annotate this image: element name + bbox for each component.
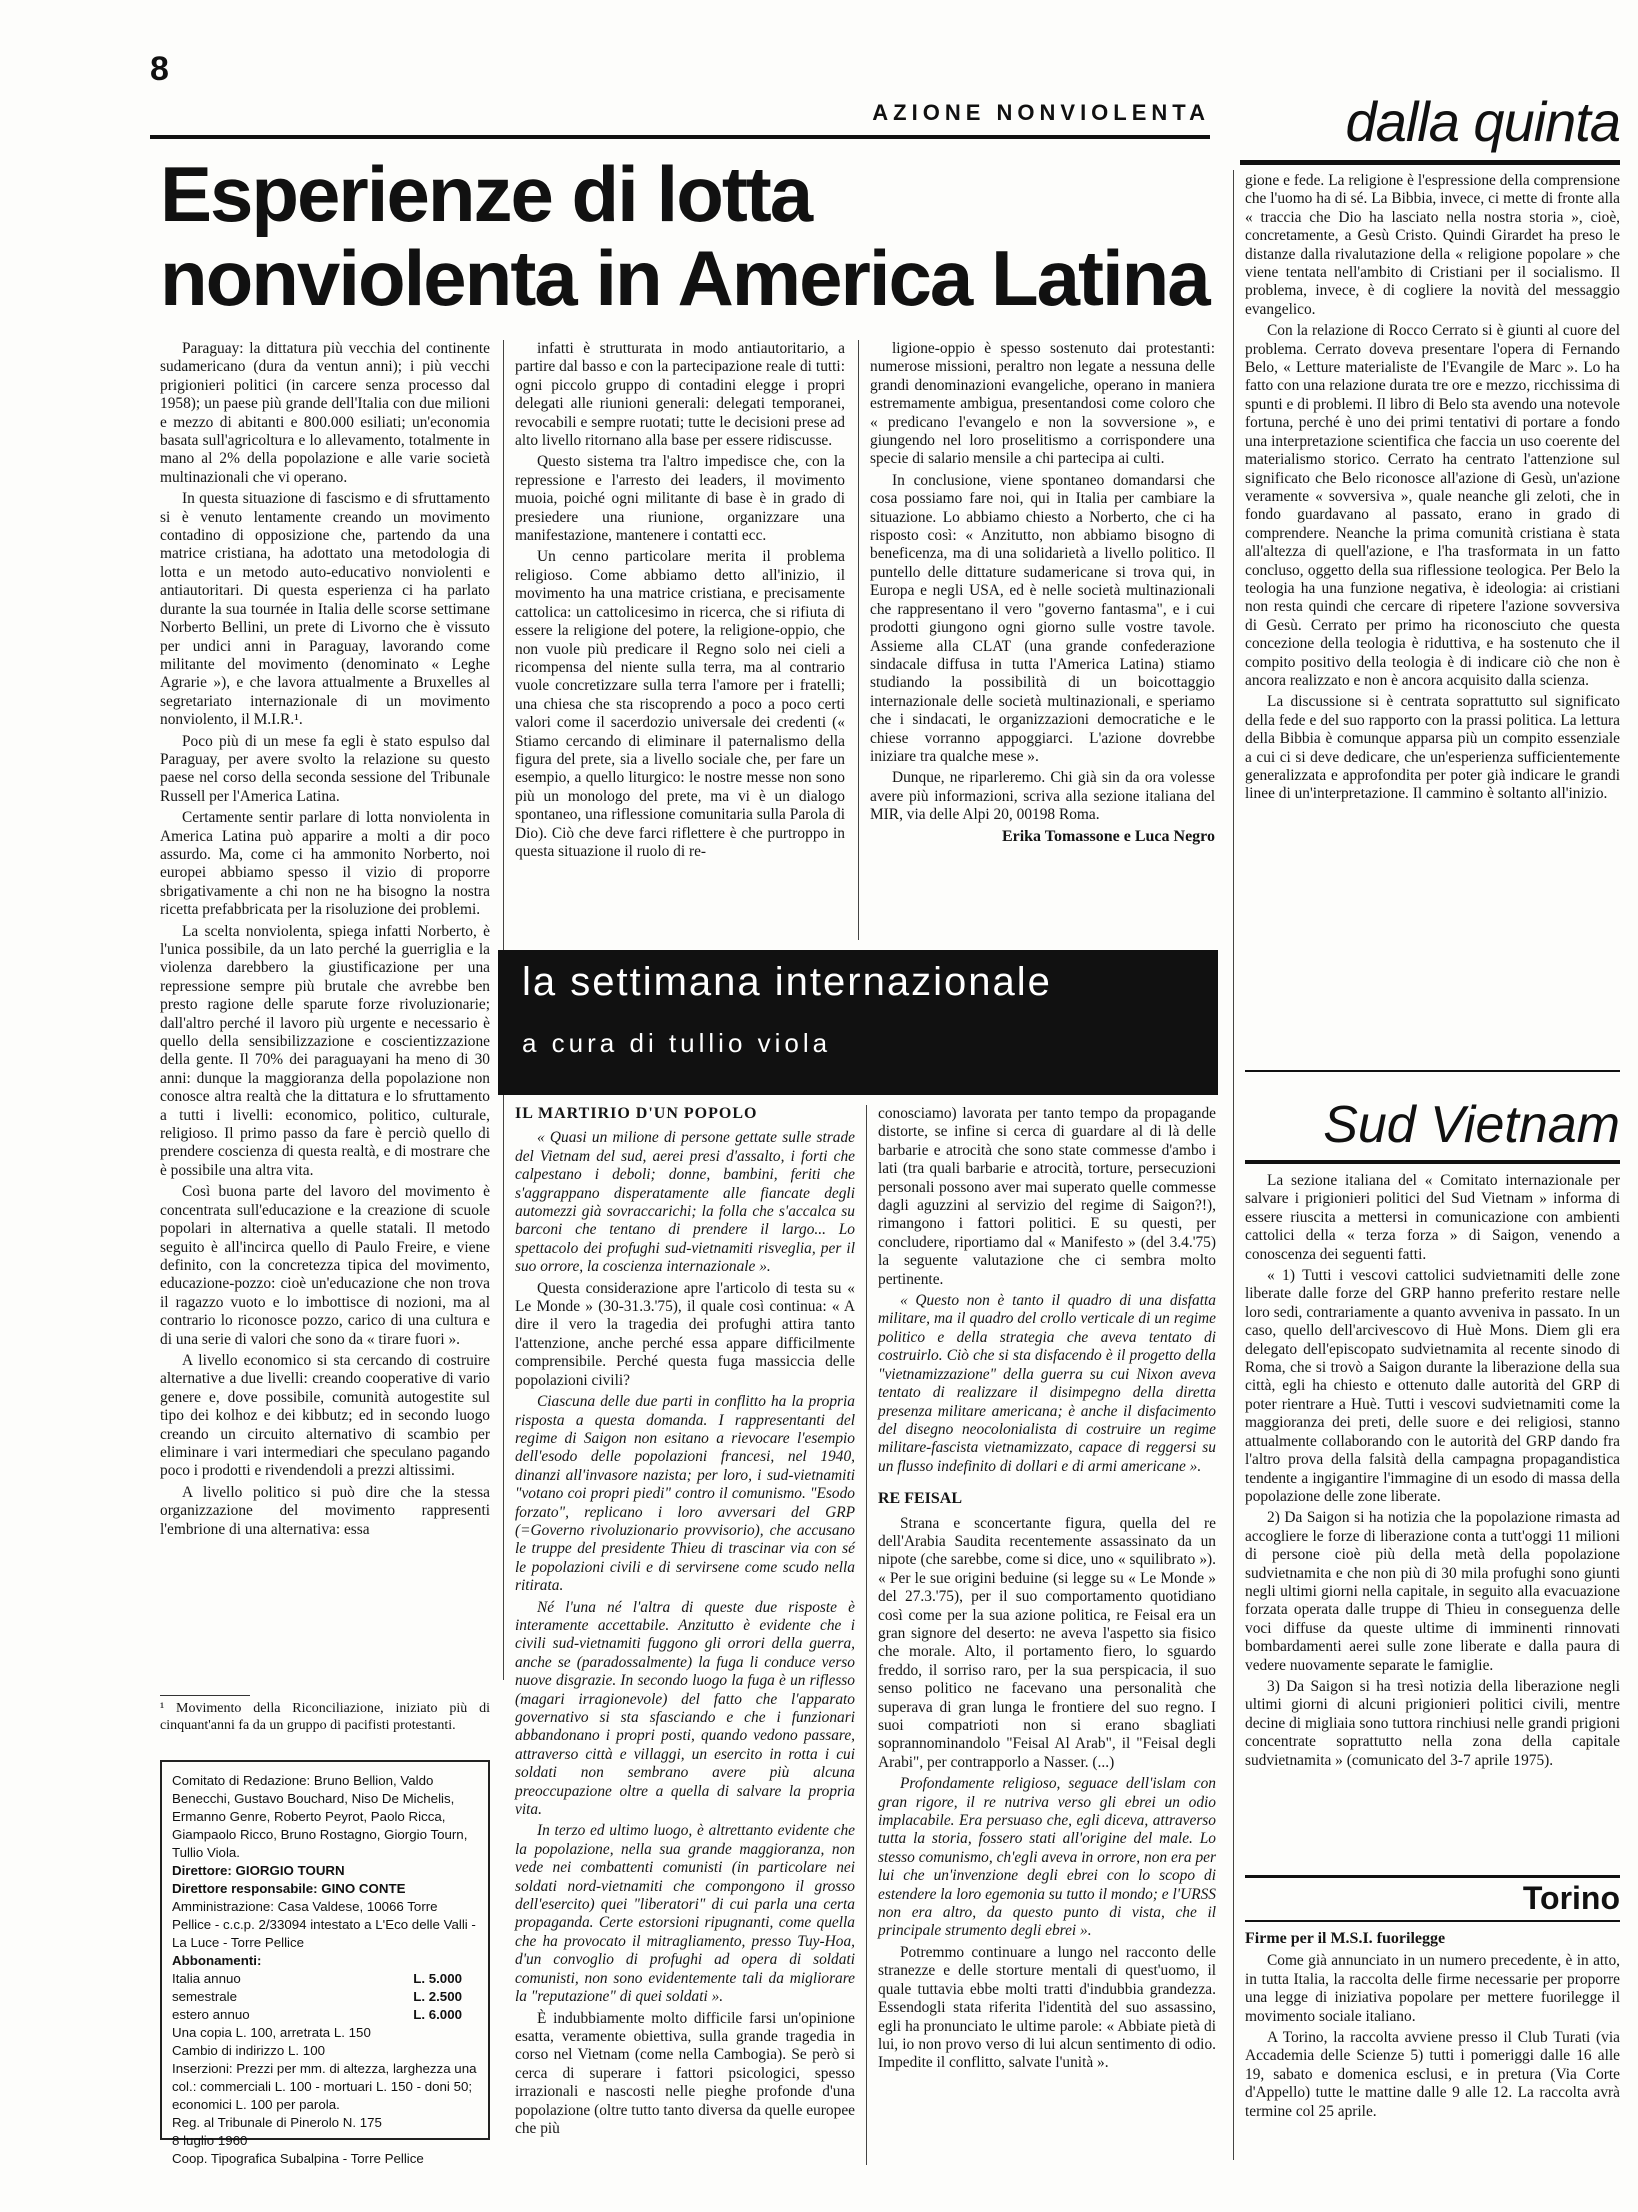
subscription-row [172,2006,478,2024]
banner-subtitle: a cura di tullio viola [522,1028,832,1058]
sud-vietnam-rule [1245,1160,1620,1164]
paragraph: conosciamo) lavorata per tanto tempo da propagande distorte, se infine si cerca di guardare al di là delle barbarie e atrocità che sono state commesse d'ambo i lati (tra quali barbarie e atrocità, torture, persecuzioni personali possono aver mai superato quelle commesse dagli aguzzini al servizio del regime di Saigon?!), rimangono i fattori politici. E su questi, per concludere, riportiamo dal « Manifesto » (del 3.4.'75) la seguente valutazione che ci sembra molto pertinente. [878,1105,1216,1288]
paragraph: Strana e sconcertante figura, quella del re dell'Arabia Saudita recentemente assassinato da un nipote (che sarebbe, come si dice, uno « squilibrato »). « Per le sue origini beduine (si legge su « Le Monde » del 27.3.'75), per il suo comportamento quotidiano così come per la sua azione politica, re Feisal era un gran signore del deserto: ne aveva l'aspetto sia fisico che morale. Alto, il portamento fiero, lo sguardo freddo, il sorriso raro, per la sua perspicacia, il suo senso politico ne facevano una personalità che superava di gran lunga le frontiere del suo regno. I suoi compatrioti non si erano sbagliati soprannominandolo "Feisal Al Arab", il "Feisal degli Arabi", per contrapporlo a Nasser. (...) [878,1514,1216,1771]
subscription-type: semestrale [172,1989,238,2004]
article-signature: Erika Tomassone e Luca Negro [1001,827,1215,845]
paragraph: ligione-oppio è spesso sostenuto dai protestanti: numerose missioni, peraltro non legate a nessuna delle grandi denominazioni evangeliche, operano in maniera estremamente ambigua, presentandosi come coloro che « predicano l'evangelo e non la sovversione », e giungendo nel loro proselitismo a corrispondere una specie di salario mensile a chi partecipa ai culti. [870,340,1215,468]
colophon-data-registrazione: 8 luglio 1960 [172,2133,248,2148]
paragraph: Né l'una né l'altra di queste due risposte è interamente accettabile. Anzitutto è evidente che i civili sud-vietnamiti fuggono gli orrori della guerra, anche se (paradossalmente) la fuga li conduce verso nuove disgrazie. In secondo luogo la fuga è un riflesso (magari irragionevole) del fatto che l'apparato governativo si sta sfasciando e che i funzionari abbandonano i propri posti, quando vedono passare, attraverso città e villaggi, un esercito in rotta i cui soldati non sembrano avere più alcuna preoccupazione oltre a quella di salvare la propria vita. [515,1598,855,1819]
paragraph: La sezione italiana del « Comitato internazionale per salvare i prigionieri politici del Sud Vietnam » informa di essere riuscita a mettersi in comunicazione con ambienti cattolici della « terza forza » di Saigon, venendo a conoscenza dei seguenti fatti. [1245,1172,1620,1263]
colophon-amministrazione: Amministrazione: Casa Valdese, 10066 Torre Pellice - c.c.p. 2/33094 intestato a L'Eco delle Valli - La Luce - Torre Pellice [172,1899,476,1950]
settimana-banner [498,950,1218,1095]
section-title: RE FEISAL [878,1490,963,1508]
paragraph: Dunque, ne riparleremo. Chi già sin da ora volesse avere più informazioni, scriva alla sezione italiana del MIR, via delle Alpi 20, 00198 Roma. [870,769,1215,824]
paragraph: La discussione si è centrata soprattutto sul significato della fede e del suo rapporto con la prassi politica. La lettura della Bibbia è comunque apparsa più un compito essenziale a cui ci si deve dedicare, che un'esperienza sufficientemente generalizzata e approfondita per poter già indicare le grandi linee di un'interpretazione. Il cammino è soltanto all'inizio. [1245,693,1620,803]
paragraph: In conclusione, viene spontaneo domandarsi che cosa possiamo fare noi, qui in Italia per cambiare la situazione. Lo abbiamo chiesto a Norberto, che ci ha risposto così: « Anzitutto, non abbiamo bisogno di beneficenza, ma di una solidarietà a livello politico. Il puntello delle dittature sudamericane si trova qui, in Europa e negli USA, ed è nelle società multinazionali che rappresentano il vero "governo fantasma", e i cui prodotti giungono ogni giorno sulle vostre tavole. Assieme alla CLAT (una grande confederazione sindacale diffusa in tutta l'America Latina) stiamo studiando la possibilità di un boicottaggio internazionale delle società multinazionali, e speriamo che i sindacati, le organizzazioni democratiche e le chiese vorranno appoggiarci. L'azione dovrebbe iniziare tra qualche mese ». [870,471,1215,765]
column-rule [858,340,859,940]
paragraph: La scelta nonviolenta, spiega infatti Norberto, è l'unica possibile, da un lato perché la guerriglia e la violenza darebbero la giustificazione per una repressione sempre più brutale che avrebbe ben presto ragione delle sparute forze rivoluzionarie; dall'altro perché il lavoro più urgente e necessario è quello della sensibilizzazione e coscientizzazione della gente. Il 70% dei paraguayani ha meno di 30 anni: dunque la maggioranza della popolazione non conosce altra realtà che la dittatura e lo sfruttamento a tutti i livelli: economico, politico, culturale, religioso. Il primo passo da fare è perciò quello di prendere coscienza di questa realtà, e di mostrare che è possibile una altra vita. [160,922,490,1179]
subscription-price: L. 5.000 [413,1971,462,1986]
paragraph: Profondamente religioso, seguace dell'islam con gran rigore, il re nutriva verso gli ebrei un odio implacabile. Era persuaso che, egli diceva, attraverso tutta la storia, fossero stati all'origine del male. Lo stesso comunismo, ch'egli aveva in orrore, non era per lui che un'invenzione degli ebrei con lo scopo di estendere la loro egemonia su tutto il mondo; e l'URSS non era altro, da questo punto di vista, che il principale strumento degli ebrei ». [878,1775,1216,1940]
headline: Esperienze di lotta nonviolenta in America Latina [160,150,1209,322]
column-rule [866,1105,867,2165]
paragraph: Certamente sentir parlare di lotta nonviolenta in America Latina può apparire a molti a dir poco assurdo. Ma, come ci ha ammonito Norberto, noi europei abbiamo spesso il vizio di proporre sbrigativamente a chi non ne ha bisogno la nostra ricetta prefabbricata per la risoluzione dei problemi. [160,809,490,919]
article-column-3 [870,340,1215,846]
masthead: AZIONE NONVIOLENTA [872,100,1210,125]
subscription-row [172,1988,478,2006]
banner-title: la settimana internazionale [522,960,1052,1004]
sud-vietnam-heading: Sud Vietnam [1323,1096,1620,1154]
dalla-quinta-heading: dalla quinta [1345,90,1620,153]
footnote-rule [160,1695,250,1696]
subscription-type: Italia annuo [172,1971,241,1986]
subscription-price: L. 6.000 [413,2007,462,2022]
torino-column [1245,1930,1620,2124]
colophon-inserzioni: Inserzioni: Prezzi per mm. di altezza, larghezza una col.: commerciali L. 100 - mortuari L. 150 - doni 50; economici L. 100 per parola. [172,2061,477,2112]
paragraph: Questo sistema tra l'altro impedisce che, con la repressione e l'arresto dei leaders, il movimento muoia, poiché ogni militante di base è in grado di presiedere una riunione, organizzare una manifestazione, mantenere i contatti ecc. [515,453,845,545]
colophon-abbonamenti-label: Abbonamenti: [172,1953,262,1968]
settimana-column-2 [878,1105,1216,2076]
column-rule [1233,170,1234,2160]
colophon-cambio: Cambio di indirizzo L. 100 [172,2043,325,2058]
paragraph: « Quasi un milione di persone gettate sulle strade del Vietnam del sud, aerei presi d'assalto, i forti che calpestano i deboli; donne, bambini, feriti che s'aggrappano disperatamente alle fiancate degli automezzi già sovraccarichi; la folla che s'accalca su barconi che tentano di prendere il largo... Lo spettacolo dei profughi sud-vietnamiti risveglia, per il suo orrore, la coscienza internazionale ». [515,1129,855,1276]
section-separator [1245,1070,1620,1072]
paragraph: Questa considerazione apre l'articolo di testa su « Le Monde » (30-31.3.'75), il quale così continua: « A dire il vero la tragedia dei profughi attira tanto l'attenzione, anche perché essa appare difficilmente comprensibile. Perché questa fuga massiccia delle popolazioni civili? [515,1279,855,1389]
colophon-tipografia: Coop. Tipografica Subalpina - Torre Pellice [172,2151,424,2166]
paragraph: gione e fede. La religione è l'espressione della comprensione che l'uomo ha di sé. La Bibbia, invece, ci mette di fronte alla « traccia che Dio ha lasciato nella nostra storia », cioè, concretamente, a Gesù Cristo. Quindi Girardet ha preso le distanze dalla rivalutazione della « religione popolare » che viene tentata nell'ambito di Cristiani per il socialismo. Il problema, invece, è di cogliere la novità del messaggio evangelico. [1245,172,1620,318]
paragraph: Poco più di un mese fa egli è stato espulso dal Paraguay, per avere svolto la relazione su questo paese nel corso della seconda sessione del Tribunale Russell per l'America Latina. [160,732,490,805]
paragraph: 2) Da Saigon si ha notizia che la popolazione rimasta ad accogliere le forze di liberazione conta a tutt'oggi 11 milioni di persone cioè più della metà della popolazione sudvietnamita e che non più di 30 mila profughi sono giunti negli ultimi giorni nella capitale, in seguito alla evacuazione forzata operata dalle truppe di Thieu in conseguenza delle voci diffuse da queste ultime di imminenti rinnovati bombardamenti aerei sulle zone liberate e dalla paura di vedere nuovamente separate le famiglie. [1245,1509,1620,1674]
article-column-1 [160,340,490,1542]
paragraph: Come già annunciato in un numero precedente, è in atto, in tutta Italia, la raccolta delle firme necessarie per proporre una legge di iniziativa popolare per mettere fuorilegge il movimento sociale italiano. [1245,1952,1620,2025]
torino-subtitle: Firme per il M.S.I. fuorilegge [1245,1930,1446,1947]
subscription-price: L. 2.500 [413,1989,462,2004]
dalla-quinta-rule [1240,160,1620,165]
paragraph: Un cenno particolare merita il problema religioso. Come abbiamo detto all'inizio, il movimento ha una matrice cristiana, e precisamente cattolica: un cattolicesimo in ricerca, che si rifiuta di essere la religione del potere, la religione-oppio, che non vuole più predicare il Regno solo nei cieli a ricompensa del niente sulla terra, ma al contrario vuole concretizzare sulla terra l'amore per i fratelli; una chiesa che sta riscoprendo a poco a poco certi valori come il sacerdozio universale dei credenti (« Stiamo cercando di eliminare il paternalismo della figura del prete, sia a livello sociale che, per fare un esempio, a quello liturgico: le nostre messe non sono più un monologo del prete, ma vi è un dialogo spontaneo, una riflessione comunitaria sulla Parola di Dio). Ciò che deve farci riflettere è che purtroppo in questa situazione il ruolo di re- [515,548,845,860]
paragraph: 3) Da Saigon si ha tresì notizia della liberazione negli ultimi giorni di alcuni prigionieri politici civili, mentre decine di migliaia sono tuttora rinchiusi nelle grandi prigioni concentrate soprattutto nella zona della capitale sudvietnamita » (comunicato del 3-7 aprile 1975). [1245,1677,1620,1769]
paragraph: Con la relazione di Rocco Cerrato si è giunti al cuore del problema. Cerrato doveva presentare l'opera di Fernando Belo, « Letture materialiste de l'Evangile de Marc ». Lo ha fatto con una relazione durata tre ore e mezzo, ricchissima di spunti e di problemi. Il libro di Belo sta avendo una notevole fortuna, perché è uno dei primi tentativi di portare a fondo una interpretazione scientifica che faccia un uso coerente del materialismo storico. Cerrato ha centrato l'attenzione sul significato che Belo riconosce all'azione di Gesù, un'azione veramente « sovversiva », quale neanche gli zeloti, che in fondo guardavano al passato, erano in grado di comprendere. Neanche la prima comunità cristiana è stata all'altezza di quell'azione, e l'ha trasformata in un fatto concluso, oggetto della sua riflessione teologica. Per Belo la teologia ha una funzione negativa, è ideologia: ai cristiani non resta quindi che cercare di ripetere l'azione sovversiva di Gesù. Cerrato per primo ha riconosciuto che questa concezione della teologia è riduttiva, e ha sostenuto che il compito positivo della teologia è di indicare ciò che non è ancora realizzato e non è ancora acquisito dalla scienza. [1245,322,1620,689]
settimana-column-1 [515,1105,855,2141]
torino-top-rule [1245,1875,1620,1878]
colophon-registrazione: Reg. al Tribunale di Pinerolo N. 175 [172,2115,382,2130]
paragraph: A livello politico si può dire che la stessa organizzazione del movimento rappresenti l'embrione di una alternativa: essa [160,1483,490,1538]
paragraph: Paraguay: la dittatura più vecchia del continente sudamericano (dura da ventun anni); i più vecchi prigionieri politici (in carcere senza processo dal 1958); un paese più grande dell'Italia con due milioni e mezzo di abitanti e 800.000 esiliati; un'economia basata sull'agricoltura e lo allevamento, totalmente in mano al 2% della popolazione e alle varie società multinazionali che vi operano. [160,340,490,486]
header-rule [150,135,1210,139]
paragraph: « 1) Tutti i vescovi cattolici sudvietnamiti delle zone liberate dalle forze del GRP hanno preferito restare nelle loro sedi, contrariamente a quanto avveniva in passato. In un caso, quello dell'arcivescovo di Huè Mons. Diem gli era delegato dell'episcopato sudvietnamita al recente sinodo di Roma, che si trovò a Saigon durante la liberazione della sua città, egli ha chiesto e ottenuto dalle autorità del GRP di poter rientrare a Huè. Tutti i vescovi sudvietnamiti come la maggioranza dei preti, delle suore e dei religiosi, stanno attualmente collaborando con le autorità del GRP dando fra l'altro prova della falsità della campagna propagandistica tendente a ingigantire l'immagine di un esodo di massa della popolazione delle zone liberate. [1245,1267,1620,1505]
paragraph: In questa situazione di fascismo e di sfruttamento si è venuto lentamente creando un movimento contadino di opposizione che, partendo da una matrice cristiana, ha adottato una metodologia di lotta e un metodo auto-educativo nonviolenti e antiautoritari. Di questa esperienza ci ha parlato durante la sua tournée in Italia delle scorse settimane Norberto Bellini, un prete di Livorno che è vissuto per undici anni in Paraguay, lavorando come militante del movimento (denominato « Leghe Agrarie »), e che lavora attualmente a Bruxelles al segretariato internazionale di un movimento nonviolento, il M.I.R.¹. [160,490,490,729]
colophon-direttore-responsabile: Direttore responsabile: GINO CONTE [172,1881,406,1896]
colophon-box [160,1760,490,2166]
paragraph: infatti è strutturata in modo antiautoritario, a partire dal basso e con la partecipazione reale di tutti: ogni piccolo gruppo di contadini elegge i propri delegati alle riunioni generali: delegati temporanei, revocabili e sempre ruotati; tutte le decisioni prese ad alto livello ritornano alla base per essere ridiscusse. [515,340,845,450]
paragraph: Potremmo continuare a lungo nel racconto delle stranezze e delle storture mentali di quest'uomo, il quale tuttavia ebbe molti tratti d'indubbia grandezza. Essendogli stata riferita l'identità del suo assassino, egli ha pronunciato le ultime parole: « Abbiate pietà di lui, io non provo verso di lui alcun sentimento di odio. Impedite il conflitto, salvate l'unità ». [878,1943,1216,2072]
paragraph: A Torino, la raccolta avviene presso il Club Turati (via Accademia delle Scienze 5) tutti i pomeriggi dalle 16 alle 19, sabato e domenica esclusi, e in pretura (Via Corte d'Appello) tutte le mattine dalle 9 alle 12. La raccolta avrà termine col 25 aprile. [1245,2029,1620,2120]
page-number: 8 [150,50,169,88]
subscription-type: estero annuo [172,2007,250,2022]
torino-heading: Torino [1522,1880,1620,1916]
torino-bottom-rule [1245,1920,1620,1922]
dalla-quinta-column [1245,172,1620,807]
paragraph: Così buona parte del lavoro del movimento è concentrata sull'educazione e la creazione di scuole popolari in alternativa a quelle statali. Il metodo seguito è all'incirca quello di Paulo Freire, e viene definito, con la concretezza tipica del movimento, educazione-pozzo: cioè un'educazione che non trova il ragazzo vuoto e lo imbottisce di nozioni, ma al contrario lo riconosce pozzo, carico di una cultura e di una serie di valori che sono da « tirare fuori ». [160,1183,490,1348]
paragraph: In terzo ed ultimo luogo, è altrettanto evidente che la popolazione, nella sua grande maggioranza, non vede nei combattenti comunisti (in particolare nei soldati nord-vietnamiti che compongono il grosso dell'esercito) quei "liberatori" di cui parla una certa propaganda. Certe estorsioni ripugnanti, come quella che ha provocato il mitragliamento, presso Tuy-Hoa, d'un convoglio di profughi ad opera di soldati comunisti, non sono evidentemente tali da migliorare la "reputazione" di quei soldati ». [515,1822,855,2006]
section-title: IL MARTIRIO D'UN POPOLO [515,1105,758,1122]
article-column-2 [515,340,845,864]
sud-vietnam-column [1245,1172,1620,1773]
paragraph: Ciascuna delle due parti in conflitto ha la propria risposta a questa domanda. I rappresentanti del regime di Saigon non esitano a rievocare l'esempio dell'esodo delle popolazioni francesi, nel 1940, dinanzi all'invasore nazista; per loro, i sud-vietnamiti "votano coi propri piedi" contro il comunismo. "Esodo forzato", replicano i loro avversari del GRP (=Governo rivoluzionario provvisorio), che accusano le truppe del presidente Thieu di trascinar via con sé le popolazioni civili e di servirsene come scudo nella ritirata. [515,1393,855,1595]
colophon-redazione: Comitato di Redazione: Bruno Bellion, Valdo Benecchi, Gustavo Bouchard, Niso De Michelis, Ermanno Genre, Roberto Peyrot, Paolo Ricca, Giampaolo Ricco, Bruno Rostagno, Giorgio Tourn, Tullio Viola. [172,1773,468,1860]
paragraph: « Questo non è tanto il quadro di una disfatta militare, ma il quadro del crollo verticale di un regime politico e della strategia che aveva tentato di costruirlo. Ciò che si sta disfacendo è il progetto della "vietnamizzazione" della guerra su cui Nixon aveva tentato di realizzare il disimpegno della diretta presenza militare americana; è anche il disfacimento del disegno neocolonialista di costruire un regime militare-fascista vietnamizzato, capace di reggersi su un flusso indefinito di dollari e di armi americane ». [878,1292,1216,1475]
paragraph: A livello economico si sta cercando di costruire alternative a due livelli: creando cooperative di vario genere e, dove possibile, comunità autogestite sul tipo dei kolhoz e dei kibbutz; ed in secondo luogo creando un circuito alternativo di scambio per eliminare i vari intermediari che speculano pagando poco i prodotti e rivendendoli a prezzi altissimi. [160,1351,490,1480]
footnote: ¹ Movimento della Riconciliazione, iniziato più di cinquant'anni fa da un gruppo di pacifisti protestanti. [160,1701,490,1733]
colophon-copia: Una copia L. 100, arretrata L. 150 [172,2025,371,2040]
paragraph: È indubbiamente molto difficile farsi un'opinione esatta, veramente obiettiva, sulla grande tragedia in corso nel Vietnam (come nella Cambogia). Se però si cerca di superare i fattori psicologici, spesso irrazionali e nascosti nelle pieghe profonde d'una popolazione (oltre tutto tanto diversa da quelle europee che più [515,2009,855,2137]
subscription-row [172,1970,478,1988]
colophon-direttore: Direttore: GIORGIO TOURN [172,1863,345,1878]
